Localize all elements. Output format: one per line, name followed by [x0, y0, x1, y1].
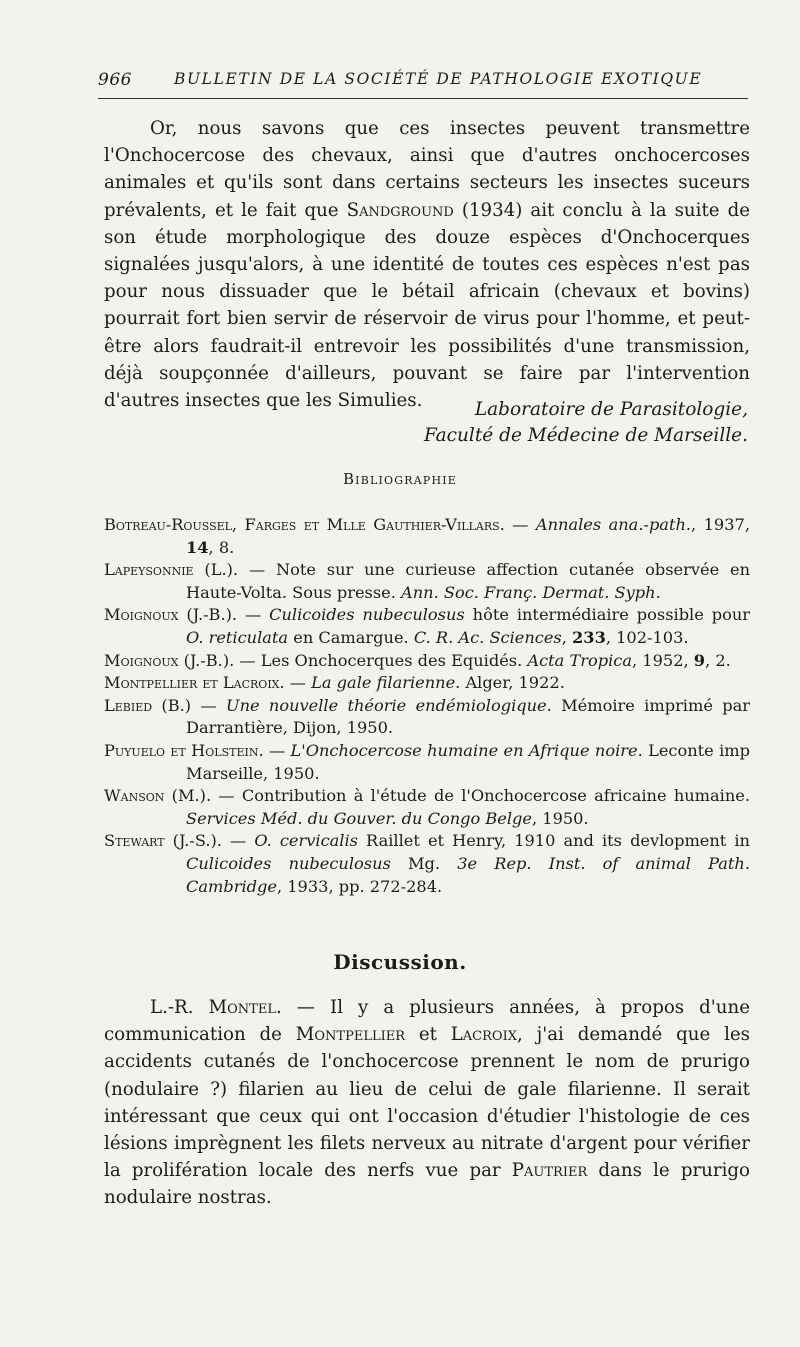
entry-text: , 2.	[705, 650, 731, 670]
bibliography-list	[104, 514, 750, 898]
speaker-name: L.-R. Montel.	[150, 997, 282, 1018]
entry-author: Puyuelo et Holstein.	[104, 740, 264, 760]
entry-title: Culicoides nubeculosus	[269, 605, 465, 625]
cited-author: Montpellier	[295, 1024, 405, 1046]
entry-title: C. R. Ac. Sciences	[413, 627, 562, 647]
entry-text: —	[221, 831, 255, 851]
entry-title: 3e Rep. Inst. of animal Path. Cambridge	[186, 853, 751, 896]
paragraph-text: et	[405, 1024, 451, 1046]
bibliography-entry	[104, 672, 750, 695]
page-number: 966	[98, 70, 132, 90]
entry-text: —	[191, 695, 226, 715]
entry-title: La gale filarienne	[311, 673, 456, 693]
paragraph-text: , j'ai demandé que les accidents cutanés de l'onchocercose prennent le nom de prurigo (nodulaire ?) filarien au lieu de celui de gale filarienne. Il serait intéressant que ceux qui ont l'occasion d'étudier l'histologie de ces lésions imprègnent les filets nerveux au nitrate d'argent pour vérifier la prolifération locale des nerfs vue par	[104, 1024, 750, 1182]
discussion-heading: Discussion.	[333, 950, 467, 974]
entry-title: Culicoides nubeculosus	[186, 853, 391, 873]
entry-text: . Leconte imp Marseille, 1950.	[186, 740, 751, 783]
bibliography-entry	[104, 559, 750, 604]
cited-author: Lacroix	[450, 1024, 517, 1046]
entry-title: L'Onchocercose humaine en Afrique noire	[290, 740, 638, 760]
entry-text: Raillet et Henry, 1910 and its devlopment in	[357, 831, 750, 851]
entry-title: O. cervicalis	[254, 831, 358, 851]
entry-text: — Note sur une curieuse affection cutanée observée en Haute-Volta. Sous presse.	[186, 560, 750, 602]
entry-volume: 14	[186, 537, 209, 557]
entry-text: — Contribution à l'étude de l'Onchocercose africaine humaine.	[211, 786, 751, 806]
paragraph-text: (1934) ait conclu à la suite de son étude morphologique des douze espèces d'Onchocerques signalées jusqu'alors, à une identité de toutes ces espèces n'est pas pour nous dissuader que le bétail africain (chevaux et bovins) pourrait fort bien servir de réservoir de virus pour l'homme, et peut-être alors faudrait-il entrevoir les possibilités d'une transmission, déjà soupçonnée d'ailleurs, pouvant se faire par l'intervention d'autres insectes que les Simulies.	[104, 199, 750, 412]
entry-text: , 1937,	[691, 515, 750, 534]
signature-line-laboratory: Laboratoire de Parasitologie,	[474, 399, 748, 420]
entry-text: hôte intermédiaire possible pour	[464, 605, 751, 625]
entry-volume: 233	[572, 627, 606, 647]
entry-title: Services Méd. du Gouver. du Congo Belge	[186, 808, 532, 828]
entry-text: , 1933, pp. 272-284.	[276, 876, 443, 896]
entry-title: Une nouvelle théorie endémiologique	[225, 695, 547, 715]
entry-text: . Mémoire imprimé par Darrantière, Dijon, 1950.	[186, 695, 750, 738]
paragraph-text: — Il y a plusieurs années, à propos d'une communication de	[104, 997, 750, 1046]
entry-text: —	[237, 605, 270, 625]
body-paragraph	[104, 115, 750, 414]
entry-text: , 1952,	[632, 650, 694, 670]
signature-line-faculty: Faculté de Médecine de Marseille.	[424, 425, 748, 446]
entry-author: Lebied (B.)	[104, 695, 192, 715]
entry-author: Lapeysonnie (L.).	[104, 560, 239, 580]
entry-title: Annales ana.-path.	[535, 515, 692, 534]
running-header	[98, 66, 748, 96]
bibliography-entry	[104, 830, 750, 898]
entry-text: ,	[561, 627, 573, 647]
entry-author: Wanson (M.).	[104, 786, 212, 806]
entry-text: —	[504, 515, 536, 534]
bibliography-entry	[104, 785, 750, 830]
discussion-paragraph	[104, 994, 750, 1212]
bibliography-heading: Bibliographie	[342, 470, 458, 488]
entry-text: . Alger, 1922.	[455, 673, 565, 693]
paragraph-text: Or, nous savons que ces insectes peuvent transmettre l'Onchocercose des chevaux, ainsi que d'autres onchocercoses animales et qu'ils sont dans certains secteurs les insectes suceurs prévalents, et le fait que	[104, 118, 750, 221]
entry-author: Montpellier et Lacroix.	[104, 673, 285, 693]
entry-volume: 9	[693, 650, 706, 670]
entry-text: en Camargue.	[288, 627, 414, 647]
header-rule	[98, 98, 748, 99]
entry-title: Acta Tropica	[527, 650, 633, 670]
paragraph-text: dans le prurigo nodulaire nostras.	[104, 1160, 750, 1209]
entry-text: , 1950.	[531, 808, 589, 828]
cited-author: Pautrier	[511, 1160, 588, 1182]
cited-author: Sandground	[346, 199, 454, 221]
bibliography-entry	[104, 740, 750, 785]
entry-text: —	[263, 740, 291, 760]
bibliography-entry	[104, 650, 750, 673]
entry-text: — Les Onchocerques des Equidés.	[234, 650, 528, 670]
entry-text: —	[284, 673, 312, 693]
entry-author: Botreau-Roussel, Farges et Mlle Gauthier-Villars.	[104, 515, 505, 534]
entry-text: , 8.	[208, 537, 235, 557]
entry-text: Mg.	[390, 853, 458, 873]
entry-title: O. reticulata	[186, 627, 289, 647]
entry-author: Stewart (J.-S.).	[104, 831, 222, 851]
entry-text: , 102-103.	[605, 627, 689, 647]
bibliography-entry	[104, 514, 750, 559]
entry-author: Moignoux (J.-B.).	[104, 605, 238, 625]
entry-title: Ann. Soc. Franç. Dermat. Syph.	[401, 582, 661, 602]
entry-author: Moignoux (J.-B.).	[104, 650, 235, 670]
bibliography-entry	[104, 604, 750, 649]
running-title: BULLETIN DE LA SOCIÉTÉ DE PATHOLOGIE EXOTIQUE	[174, 70, 703, 88]
bibliography-entry	[104, 695, 750, 740]
